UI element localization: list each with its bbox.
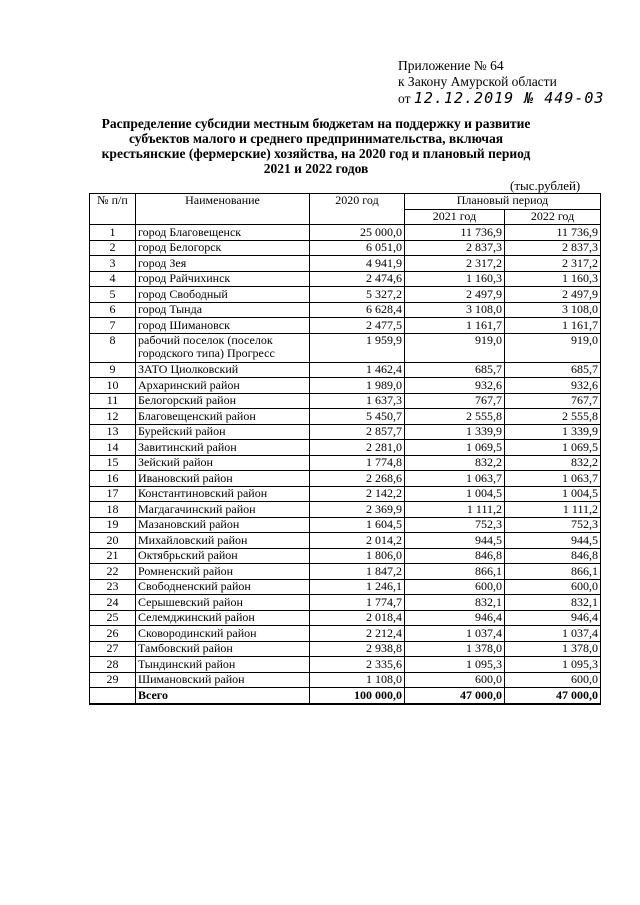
row-number: 29 xyxy=(90,672,136,688)
row-value-2020: 2 335,6 xyxy=(310,657,405,673)
row-value-2022: 1 378,0 xyxy=(505,641,601,657)
row-number: 7 xyxy=(90,318,136,334)
row-value-2021: 1 004,5 xyxy=(405,486,505,502)
row-name: город Шимановск xyxy=(136,318,310,334)
row-number: 12 xyxy=(90,409,136,425)
row-number: 19 xyxy=(90,517,136,533)
row-value-2020: 2 938,8 xyxy=(310,641,405,657)
table-row xyxy=(90,595,601,611)
row-number: 16 xyxy=(90,471,136,487)
table-row xyxy=(90,455,601,471)
row-value-2022: 946,4 xyxy=(505,610,601,626)
row-value-2022: 832,2 xyxy=(505,455,601,471)
total-num-empty xyxy=(90,688,136,704)
row-value-2020: 6 628,4 xyxy=(310,302,405,318)
table-row xyxy=(90,610,601,626)
table-row xyxy=(90,318,601,334)
header-plan-period: Плановый период xyxy=(405,194,601,210)
row-name: Бурейский район xyxy=(136,424,310,440)
row-name: Тамбовский район xyxy=(136,641,310,657)
row-value-2022: 1 069,5 xyxy=(505,440,601,456)
row-value-2021: 3 108,0 xyxy=(405,302,505,318)
row-name: город Райчихинск xyxy=(136,271,310,287)
appendix-date-line xyxy=(398,90,604,107)
row-value-2021: 1 069,5 xyxy=(405,440,505,456)
row-value-2020: 1 637,3 xyxy=(310,393,405,409)
row-value-2021: 832,2 xyxy=(405,455,505,471)
row-name: Шимановский район xyxy=(136,672,310,688)
table-row xyxy=(90,225,601,241)
row-number: 11 xyxy=(90,393,136,409)
row-value-2021: 2 837,3 xyxy=(405,240,505,256)
total-label: Всего xyxy=(136,688,310,704)
row-name: Сковородинский район xyxy=(136,626,310,642)
table-row xyxy=(90,362,601,378)
row-name: Свободненский район xyxy=(136,579,310,595)
row-name: город Свободный xyxy=(136,287,310,303)
row-value-2020: 1 108,0 xyxy=(310,672,405,688)
row-value-2020: 2 281,0 xyxy=(310,440,405,456)
row-name: Селемджинский район xyxy=(136,610,310,626)
row-value-2020: 4 941,9 xyxy=(310,256,405,272)
table-row xyxy=(90,517,601,533)
row-value-2021: 752,3 xyxy=(405,517,505,533)
row-name: Серышевский район xyxy=(136,595,310,611)
appendix-law: к Закону Амурской области xyxy=(398,74,557,89)
row-name: Благовещенский район xyxy=(136,409,310,425)
row-value-2022: 2 837,3 xyxy=(505,240,601,256)
row-name: Тындинский район xyxy=(136,657,310,673)
row-value-2021: 1 378,0 xyxy=(405,641,505,657)
total-2022: 47 000,0 xyxy=(505,688,601,704)
appendix-date-prefix: от xyxy=(398,91,411,106)
row-value-2022: 2 317,2 xyxy=(505,256,601,272)
row-name: Зейский район xyxy=(136,455,310,471)
row-value-2020: 1 959,9 xyxy=(310,333,405,362)
row-number: 25 xyxy=(90,610,136,626)
row-value-2022: 866,1 xyxy=(505,564,601,580)
row-value-2021: 919,0 xyxy=(405,333,505,362)
row-value-2022: 752,3 xyxy=(505,517,601,533)
subsidy-table xyxy=(89,193,601,705)
row-name: город Благовещенск xyxy=(136,225,310,241)
total-2021: 47 000,0 xyxy=(405,688,505,704)
row-value-2022: 919,0 xyxy=(505,333,601,362)
header-name: Наименование xyxy=(136,194,310,225)
row-name: Ромненский район xyxy=(136,564,310,580)
row-value-2021: 944,5 xyxy=(405,533,505,549)
units-label: (тыс.рублей) xyxy=(510,178,581,193)
row-value-2022: 1 161,7 xyxy=(505,318,601,334)
row-value-2022: 932,6 xyxy=(505,378,601,394)
appendix-number: Приложение № 64 xyxy=(398,58,504,73)
row-name: Ивановский район xyxy=(136,471,310,487)
row-number: 1 xyxy=(90,225,136,241)
row-name: город Зея xyxy=(136,256,310,272)
row-value-2022: 944,5 xyxy=(505,533,601,549)
row-number: 3 xyxy=(90,256,136,272)
row-number: 2 xyxy=(90,240,136,256)
row-number: 5 xyxy=(90,287,136,303)
row-number: 10 xyxy=(90,378,136,394)
table-row xyxy=(90,440,601,456)
table-row xyxy=(90,548,601,564)
row-value-2020: 2 018,4 xyxy=(310,610,405,626)
appendix-block xyxy=(398,58,604,107)
row-value-2021: 2 317,2 xyxy=(405,256,505,272)
row-value-2020: 2 212,4 xyxy=(310,626,405,642)
row-number: 28 xyxy=(90,657,136,673)
row-number: 18 xyxy=(90,502,136,518)
total-row xyxy=(90,688,601,704)
row-value-2020: 2 268,6 xyxy=(310,471,405,487)
document-title: Распределение субсидии местным бюджетам на поддержку и развитие субъектов малого и среднего предпринимательства, включая крестьянские (фермерские) хозяйства, на 2020 год и плановый период 2021 и 2022 годов xyxy=(101,116,531,176)
row-value-2020: 2 369,9 xyxy=(310,502,405,518)
row-number: 26 xyxy=(90,626,136,642)
row-number: 13 xyxy=(90,424,136,440)
row-name: Октябрьский район xyxy=(136,548,310,564)
row-value-2020: 1 989,0 xyxy=(310,378,405,394)
row-value-2022: 832,1 xyxy=(505,595,601,611)
table-row xyxy=(90,240,601,256)
table-body xyxy=(90,225,601,704)
table-row xyxy=(90,271,601,287)
row-value-2022: 2 555,8 xyxy=(505,409,601,425)
table-row xyxy=(90,409,601,425)
table-row xyxy=(90,378,601,394)
total-2020: 100 000,0 xyxy=(310,688,405,704)
row-value-2022: 846,8 xyxy=(505,548,601,564)
row-value-2022: 11 736,9 xyxy=(505,225,601,241)
table-row xyxy=(90,393,601,409)
table-row xyxy=(90,333,601,362)
row-value-2020: 2 142,2 xyxy=(310,486,405,502)
row-value-2022: 1 037,4 xyxy=(505,626,601,642)
row-value-2021: 1 111,2 xyxy=(405,502,505,518)
row-name: Завитинский район xyxy=(136,440,310,456)
row-value-2020: 2 477,5 xyxy=(310,318,405,334)
table-row xyxy=(90,302,601,318)
row-value-2020: 1 847,2 xyxy=(310,564,405,580)
row-value-2021: 1 063,7 xyxy=(405,471,505,487)
row-number: 21 xyxy=(90,548,136,564)
row-value-2022: 1 160,3 xyxy=(505,271,601,287)
row-number: 9 xyxy=(90,362,136,378)
row-value-2020: 5 450,7 xyxy=(310,409,405,425)
row-value-2021: 832,1 xyxy=(405,595,505,611)
table-row xyxy=(90,424,601,440)
table-row xyxy=(90,579,601,595)
header-2021: 2021 год xyxy=(405,209,505,225)
row-value-2022: 600,0 xyxy=(505,579,601,595)
row-value-2021: 1 095,3 xyxy=(405,657,505,673)
table-row xyxy=(90,672,601,688)
row-value-2022: 1 095,3 xyxy=(505,657,601,673)
row-name: город Тында xyxy=(136,302,310,318)
row-value-2021: 846,8 xyxy=(405,548,505,564)
row-value-2021: 1 037,4 xyxy=(405,626,505,642)
row-number: 17 xyxy=(90,486,136,502)
row-number: 22 xyxy=(90,564,136,580)
row-value-2020: 1 604,5 xyxy=(310,517,405,533)
row-value-2022: 1 111,2 xyxy=(505,502,601,518)
row-value-2022: 685,7 xyxy=(505,362,601,378)
row-value-2020: 1 246,1 xyxy=(310,579,405,595)
table-row xyxy=(90,287,601,303)
row-name: город Белогорск xyxy=(136,240,310,256)
row-value-2022: 1 339,9 xyxy=(505,424,601,440)
row-value-2020: 5 327,2 xyxy=(310,287,405,303)
row-value-2022: 1 063,7 xyxy=(505,471,601,487)
row-value-2021: 600,0 xyxy=(405,672,505,688)
row-value-2020: 1 774,7 xyxy=(310,595,405,611)
row-value-2020: 1 462,4 xyxy=(310,362,405,378)
row-name: Архаринский район xyxy=(136,378,310,394)
row-value-2020: 6 051,0 xyxy=(310,240,405,256)
row-name: Белогорский район xyxy=(136,393,310,409)
row-value-2021: 1 160,3 xyxy=(405,271,505,287)
row-value-2021: 1 339,9 xyxy=(405,424,505,440)
row-value-2021: 946,4 xyxy=(405,610,505,626)
table-row xyxy=(90,641,601,657)
table-row xyxy=(90,626,601,642)
row-value-2022: 3 108,0 xyxy=(505,302,601,318)
row-value-2020: 2 474,6 xyxy=(310,271,405,287)
row-name: Михайловский район xyxy=(136,533,310,549)
row-number: 20 xyxy=(90,533,136,549)
table-row xyxy=(90,502,601,518)
handwritten-date-number: 12.12.2019 № 449-03 xyxy=(413,89,605,107)
row-number: 6 xyxy=(90,302,136,318)
row-value-2020: 1 774,8 xyxy=(310,455,405,471)
table-row xyxy=(90,657,601,673)
row-value-2021: 1 161,7 xyxy=(405,318,505,334)
row-number: 23 xyxy=(90,579,136,595)
table-row xyxy=(90,256,601,272)
row-value-2022: 2 497,9 xyxy=(505,287,601,303)
header-2020: 2020 год xyxy=(310,194,405,225)
table-row xyxy=(90,564,601,580)
row-value-2021: 685,7 xyxy=(405,362,505,378)
row-number: 24 xyxy=(90,595,136,611)
header-2022: 2022 год xyxy=(505,209,601,225)
table-row xyxy=(90,471,601,487)
row-number: 15 xyxy=(90,455,136,471)
row-value-2021: 11 736,9 xyxy=(405,225,505,241)
row-value-2021: 932,6 xyxy=(405,378,505,394)
row-value-2021: 2 555,8 xyxy=(405,409,505,425)
table-row xyxy=(90,486,601,502)
row-value-2020: 2 014,2 xyxy=(310,533,405,549)
row-number: 14 xyxy=(90,440,136,456)
table-row xyxy=(90,533,601,549)
row-value-2020: 25 000,0 xyxy=(310,225,405,241)
row-name: Константиновский район xyxy=(136,486,310,502)
row-name: ЗАТО Циолковский xyxy=(136,362,310,378)
row-value-2022: 1 004,5 xyxy=(505,486,601,502)
row-value-2022: 767,7 xyxy=(505,393,601,409)
row-value-2021: 2 497,9 xyxy=(405,287,505,303)
row-value-2021: 767,7 xyxy=(405,393,505,409)
row-value-2021: 600,0 xyxy=(405,579,505,595)
header-num: № п/п xyxy=(90,194,136,225)
row-number: 8 xyxy=(90,333,136,362)
row-name: Мазановский район xyxy=(136,517,310,533)
row-name: Магдагачинский район xyxy=(136,502,310,518)
row-number: 4 xyxy=(90,271,136,287)
row-number: 27 xyxy=(90,641,136,657)
row-value-2020: 2 857,7 xyxy=(310,424,405,440)
row-value-2021: 866,1 xyxy=(405,564,505,580)
row-value-2022: 600,0 xyxy=(505,672,601,688)
row-name: рабочий поселок (поселок городского типа) Прогресс xyxy=(136,333,310,362)
row-value-2020: 1 806,0 xyxy=(310,548,405,564)
